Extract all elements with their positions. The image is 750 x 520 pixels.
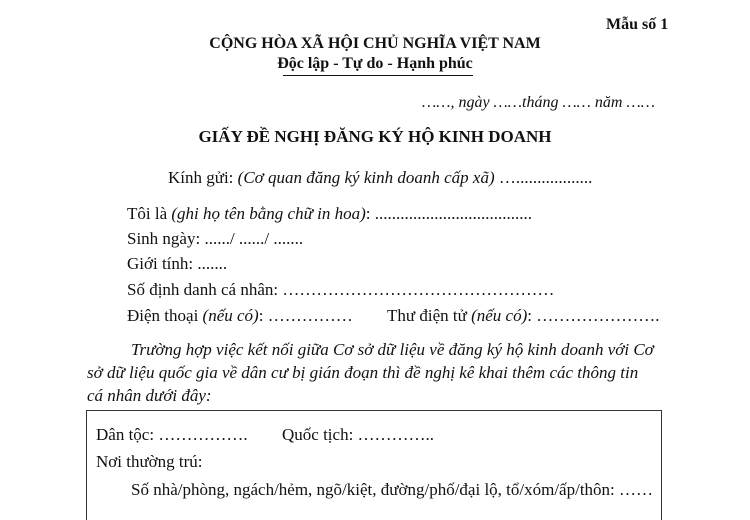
nation-heading: CỘNG HÒA XÃ HỘI CHỦ NGHĨA VIỆT NAM (209, 35, 541, 52)
name-hint: (ghi họ tên bằng chữ in hoa) (171, 204, 366, 223)
motto-underline (283, 75, 473, 76)
phone-dots[interactable]: : …………… (258, 306, 353, 325)
phone-hint: (nếu có) (202, 306, 259, 325)
dob-line[interactable]: Sinh ngày: ....../ ....../ ....... (127, 229, 304, 248)
name-dots[interactable]: : ..................................... (365, 204, 532, 223)
note-line-3: cá nhân dưới đây: (87, 386, 212, 405)
email-line (387, 306, 659, 326)
nationality-line[interactable]: Quốc tịch: ………….. (282, 425, 435, 444)
national-motto: Độc lập - Tự do - Hạnh phúc (277, 55, 473, 72)
email-dots[interactable]: : …………………. (527, 306, 660, 325)
recipient-label: Kính gửi: (168, 168, 238, 187)
recipient-dots[interactable]: ….................. (494, 168, 593, 187)
id-number-line[interactable]: Số định danh cá nhân: ………………………………………… (127, 280, 555, 299)
email-hint: (nếu có) (471, 306, 528, 325)
note-line-1: Trường hợp việc kết nối giữa Cơ sở dữ liệu về đăng ký hộ kinh doanh với Cơ (131, 340, 654, 359)
ethnicity-line[interactable]: Dân tộc: ……………. (96, 425, 248, 444)
name-label: Tôi là (127, 204, 172, 223)
note-line-2: sở dữ liệu quốc gia về dân cư bị gián đoạn thì đề nghị kê khai thêm các thông tin (87, 363, 639, 382)
date-line: ……, ngày ……tháng …… năm …… (422, 94, 655, 111)
email-label: Thư điện tử (387, 306, 472, 325)
recipient-hint: (Cơ quan đăng ký kinh doanh cấp xã) (237, 168, 495, 187)
gender-line[interactable]: Giới tính: ....... (127, 254, 228, 273)
name-line (127, 204, 532, 224)
address-line[interactable]: Số nhà/phòng, ngách/hẻm, ngõ/kiệt, đường/phố/đại lộ, tổ/xóm/ấp/thôn: …… (131, 480, 654, 499)
phone-line (127, 306, 353, 326)
recipient-line (168, 168, 592, 188)
form-title: GIẤY ĐỀ NGHỊ ĐĂNG KÝ HỘ KINH DOANH (198, 127, 552, 146)
phone-label: Điện thoại (127, 306, 203, 325)
form-number: Mẫu số 1 (606, 16, 669, 33)
residence-label: Nơi thường trú: (96, 452, 203, 471)
